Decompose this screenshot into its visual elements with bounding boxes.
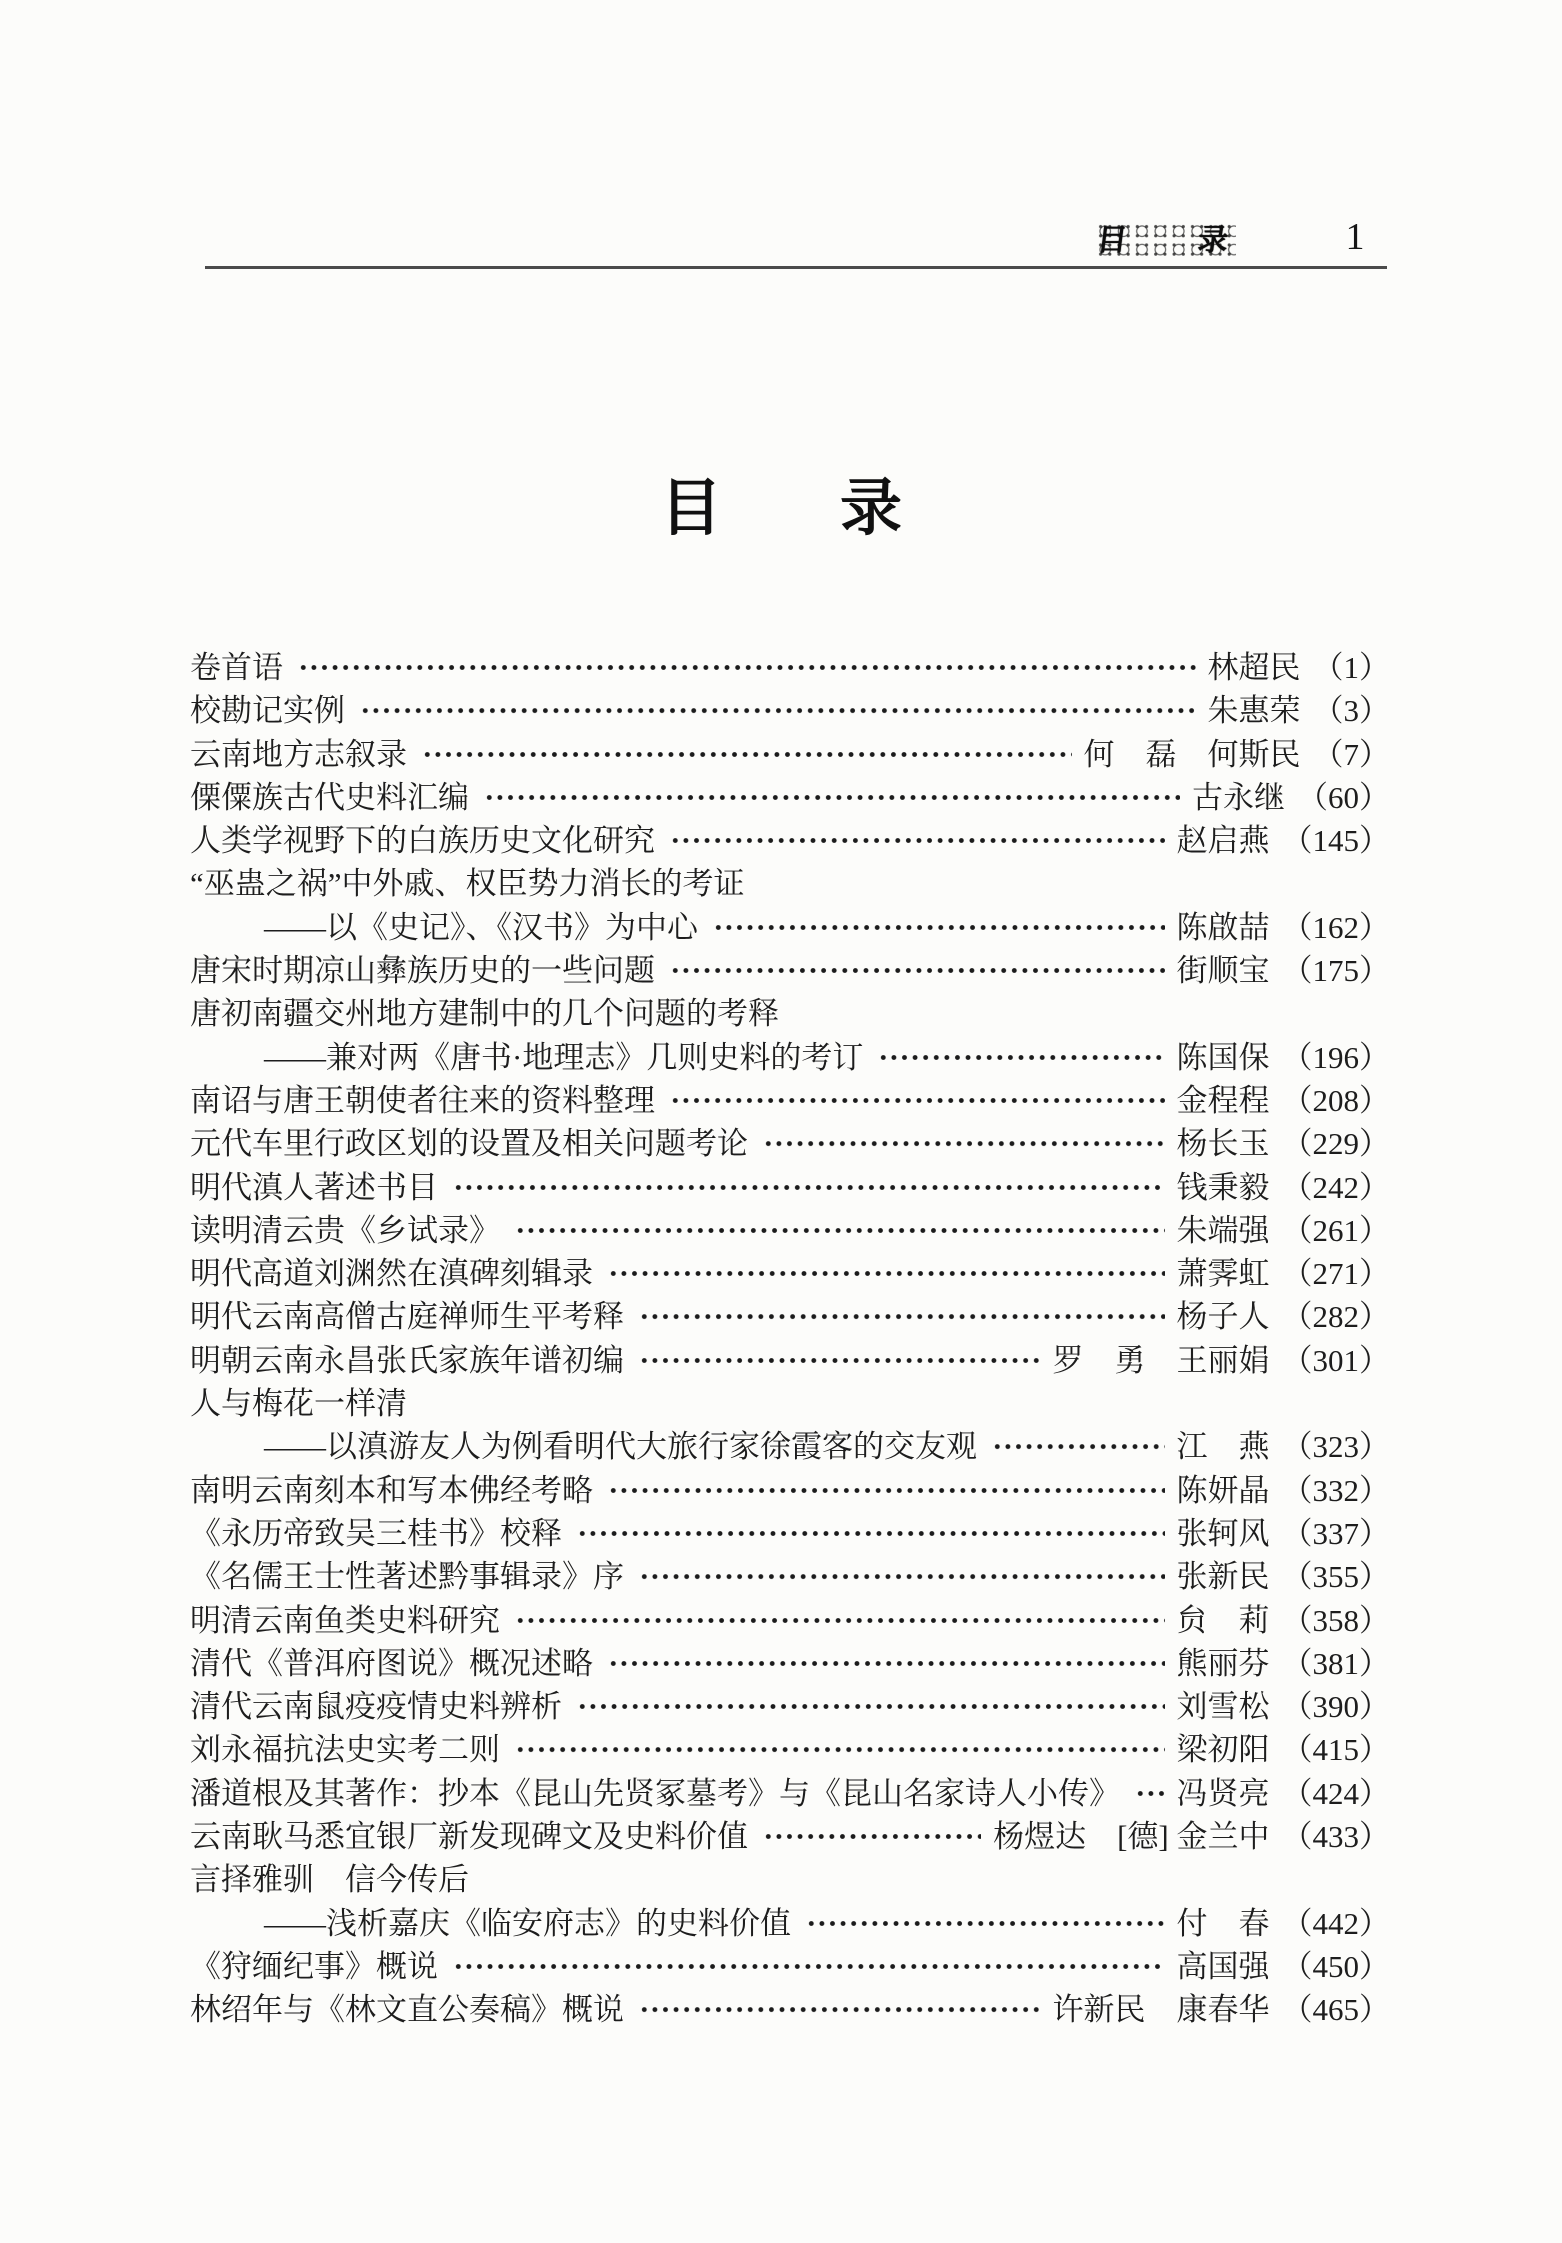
dot-leader [713, 906, 1165, 949]
entry-title: 刘永福抗法史实考二则 [190, 1732, 500, 1768]
toc-entry [190, 689, 1390, 732]
toc-entry [190, 1772, 1390, 1815]
entry-title: 《永历帝致吴三桂书》校释 [190, 1515, 562, 1551]
entry-title: 云南耿马悉宜银厂新发现碑文及史料价值 [190, 1819, 748, 1855]
entry-page-number: （145） [1281, 823, 1390, 859]
entry-page-number: （208） [1281, 1082, 1390, 1118]
entry-title: 明朝云南永昌张氏家族年谱初编 [190, 1342, 624, 1378]
toc-entry [190, 1339, 1390, 1382]
entry-authors: 杨煜达 [德] 金兰中 [993, 1819, 1270, 1855]
running-header [0, 216, 1562, 262]
entry-page-number: （450） [1281, 1948, 1390, 1984]
dot-leader [878, 1036, 1164, 1079]
entry-page-number: （465） [1281, 1992, 1390, 2028]
entry-authors: 何 磊 何斯民 [1083, 736, 1301, 772]
entry-authors: 朱端强 [1176, 1212, 1270, 1248]
entry-page-number: （229） [1281, 1126, 1390, 1162]
entry-page-number: （175） [1281, 953, 1390, 989]
dot-leader [639, 1988, 1041, 2031]
entry-title: 潘道根及其著作：抄本《昆山先贤冢墓考》与《昆山名家诗人小传》 [190, 1775, 1120, 1811]
toc-entry [190, 733, 1390, 776]
entry-authors: 杨长玉 [1176, 1126, 1270, 1162]
entry-authors: 冯贤亮 [1176, 1775, 1270, 1811]
entry-title: “巫蛊之祸”中外戚、权臣势力消长的考证 [190, 866, 745, 902]
toc-entry [190, 1122, 1390, 1165]
entry-page-number: （7） [1312, 736, 1390, 772]
entry-page-number: （1） [1312, 650, 1390, 685]
entry-page-number: （3） [1312, 693, 1390, 729]
dot-leader [453, 1945, 1165, 1988]
entry-authors: 钱秉毅 [1176, 1169, 1270, 1205]
entry-title: 唐宋时期凉山彝族历史的一些问题 [190, 953, 655, 989]
toc-entry [190, 1252, 1390, 1295]
entry-title: 南诏与唐王朝使者往来的资料整理 [190, 1082, 655, 1118]
toc-entry [190, 1512, 1390, 1555]
toc-list [190, 646, 1390, 2032]
toc-entry [190, 1036, 1390, 1079]
dot-leader [608, 1642, 1165, 1685]
entry-title: 《狩缅纪事》概说 [190, 1948, 438, 1984]
toc-entry [190, 1295, 1390, 1338]
toc-entry [190, 1166, 1390, 1209]
dot-leader [453, 1166, 1165, 1209]
toc-entry [190, 862, 1390, 905]
toc-entry [190, 1555, 1390, 1598]
dot-leader [992, 1425, 1165, 1468]
entry-authors: 林超民 [1207, 650, 1301, 685]
toc-entry [190, 1815, 1390, 1858]
entry-authors: 陈啟喆 [1176, 909, 1270, 945]
entry-page-number: （162） [1281, 909, 1390, 945]
entry-authors: 罗 勇 王丽娟 [1052, 1342, 1270, 1378]
entry-page-number: （415） [1281, 1732, 1390, 1768]
dot-leader [515, 1209, 1165, 1252]
entry-authors: 陈妍晶 [1176, 1472, 1270, 1508]
dot-leader [422, 733, 1072, 776]
entry-page-number: （332） [1281, 1472, 1390, 1508]
dot-leader [298, 646, 1196, 689]
entry-authors: 熊丽芬 [1176, 1645, 1270, 1681]
entry-authors: 梁初阳 [1176, 1732, 1270, 1768]
dot-leader [763, 1815, 981, 1858]
entry-page-number: （355） [1281, 1559, 1390, 1595]
entry-page-number: （390） [1281, 1689, 1390, 1725]
ornament-char-left: 目 [1094, 223, 1130, 258]
toc-entry [190, 1599, 1390, 1642]
title-char-right: 录 [840, 475, 903, 543]
entry-page-number: （242） [1281, 1169, 1390, 1205]
entry-title: 卷首语 [190, 650, 283, 685]
entry-page-number: （424） [1281, 1775, 1390, 1811]
entry-title: 言择雅驯 信今传后 [190, 1862, 469, 1898]
entry-page-number: （196） [1281, 1039, 1390, 1075]
entry-authors: 街顺宝 [1176, 953, 1270, 989]
entry-title: 清代《普洱府图说》概况述略 [190, 1645, 593, 1681]
entry-title: ——兼对两《唐书·地理志》几则史料的考订 [264, 1039, 864, 1075]
toc-entry [190, 906, 1390, 949]
entry-title: ——浅析嘉庆《临安府志》的史料价值 [264, 1905, 791, 1941]
entry-page-number: （323） [1281, 1429, 1390, 1465]
dot-leader [763, 1122, 1165, 1165]
dot-leader [639, 1339, 1041, 1382]
entry-page-number: （60） [1297, 779, 1390, 815]
entry-title: 明代云南高僧古庭禅师生平考释 [190, 1299, 624, 1335]
dot-leader [608, 1252, 1165, 1295]
header-rule [205, 266, 1387, 269]
toc-entry [190, 1902, 1390, 1945]
dot-leader [806, 1902, 1165, 1945]
entry-authors: 赵启燕 [1176, 823, 1270, 859]
entry-authors: 许新民 康春华 [1052, 1992, 1270, 2028]
entry-authors: 古永继 [1192, 779, 1285, 815]
toc-entry [190, 819, 1390, 862]
entry-page-number: （442） [1281, 1905, 1390, 1941]
entry-page-number: （282） [1281, 1299, 1390, 1335]
entry-authors: 高国强 [1176, 1948, 1270, 1984]
entry-page-number: （358） [1281, 1602, 1390, 1638]
entry-title: 唐初南疆交州地方建制中的几个问题的考释 [190, 996, 779, 1032]
dot-leader [670, 1079, 1165, 1122]
entry-title: 明清云南鱼类史料研究 [190, 1602, 500, 1638]
entry-title: 傈僳族古代史料汇编 [190, 779, 469, 815]
entry-title: 校勘记实例 [190, 693, 345, 729]
page-title [0, 474, 1562, 544]
toc-entry [190, 992, 1390, 1035]
entry-authors: 萧霁虹 [1176, 1256, 1270, 1292]
entry-title: 林绍年与《林文直公奏稿》概说 [190, 1992, 624, 2028]
entry-page-number: （337） [1281, 1515, 1390, 1551]
entry-authors: 刘雪松 [1176, 1689, 1270, 1725]
toc-entry [190, 1945, 1390, 1988]
entry-page-number: （381） [1281, 1645, 1390, 1681]
dot-leader [515, 1728, 1165, 1771]
toc-entry [190, 1858, 1390, 1901]
entry-page-number: （433） [1281, 1819, 1390, 1855]
toc-entry [190, 776, 1390, 819]
toc-entry [190, 1728, 1390, 1771]
dot-leader [670, 819, 1165, 862]
entry-page-number: （261） [1281, 1212, 1390, 1248]
toc-entry [190, 949, 1390, 992]
entry-title: ——以滇游友人为例看明代大旅行家徐霞客的交友观 [264, 1429, 977, 1465]
entry-authors: 江 燕 [1176, 1429, 1270, 1465]
toc-entry [190, 1988, 1390, 2031]
toc-entry [190, 1382, 1390, 1425]
entry-authors: 金程程 [1176, 1082, 1270, 1118]
entry-title: 读明清云贵《乡试录》 [190, 1212, 500, 1248]
toc-entry [190, 1425, 1390, 1468]
dot-leader [360, 689, 1196, 732]
dot-leader [484, 776, 1180, 819]
dot-leader [1135, 1772, 1165, 1815]
dot-leader [639, 1555, 1165, 1598]
entry-title: 《名儒王士性著述黔事辑录》序 [190, 1559, 624, 1595]
entry-title: 明代高道刘渊然在滇碑刻辑录 [190, 1256, 593, 1292]
running-header-ornament [1096, 222, 1236, 259]
entry-authors: 张轲风 [1176, 1515, 1270, 1551]
toc-entry [190, 1642, 1390, 1685]
title-char-left: 目 [659, 475, 722, 543]
toc-entry [190, 1469, 1390, 1512]
dot-leader [670, 949, 1165, 992]
toc-entry [190, 1685, 1390, 1728]
entry-authors: 贠 莉 [1176, 1602, 1270, 1638]
entry-title: 南明云南刻本和写本佛经考略 [190, 1472, 593, 1508]
entry-title: 清代云南鼠疫疫情史料辨析 [190, 1689, 562, 1725]
ornament-char-right: 录 [1195, 223, 1231, 258]
entry-title: ——以《史记》、《汉书》为中心 [264, 909, 698, 945]
entry-title: 人与梅花一样清 [190, 1386, 407, 1422]
entry-authors: 杨子人 [1176, 1299, 1270, 1335]
entry-page-number: （271） [1281, 1256, 1390, 1292]
entry-authors: 朱惠荣 [1207, 693, 1301, 729]
entry-authors: 付 春 [1176, 1905, 1270, 1941]
entry-title: 云南地方志叙录 [190, 736, 407, 772]
dot-leader [608, 1469, 1165, 1512]
dot-leader [577, 1512, 1165, 1555]
dot-leader [515, 1599, 1165, 1642]
dot-leader [577, 1685, 1165, 1728]
toc-entry [190, 1209, 1390, 1252]
entry-authors: 张新民 [1176, 1559, 1270, 1595]
entry-title: 元代车里行政区划的设置及相关问题考论 [190, 1126, 748, 1162]
page-number: 1 [1345, 216, 1365, 258]
entry-title: 明代滇人著述书目 [190, 1169, 438, 1205]
entry-title: 人类学视野下的白族历史文化研究 [190, 823, 655, 859]
dot-leader [639, 1295, 1165, 1338]
toc-entry [190, 1079, 1390, 1122]
entry-page-number: （301） [1281, 1342, 1390, 1378]
entry-authors: 陈国保 [1176, 1039, 1270, 1075]
toc-entry [190, 646, 1390, 689]
